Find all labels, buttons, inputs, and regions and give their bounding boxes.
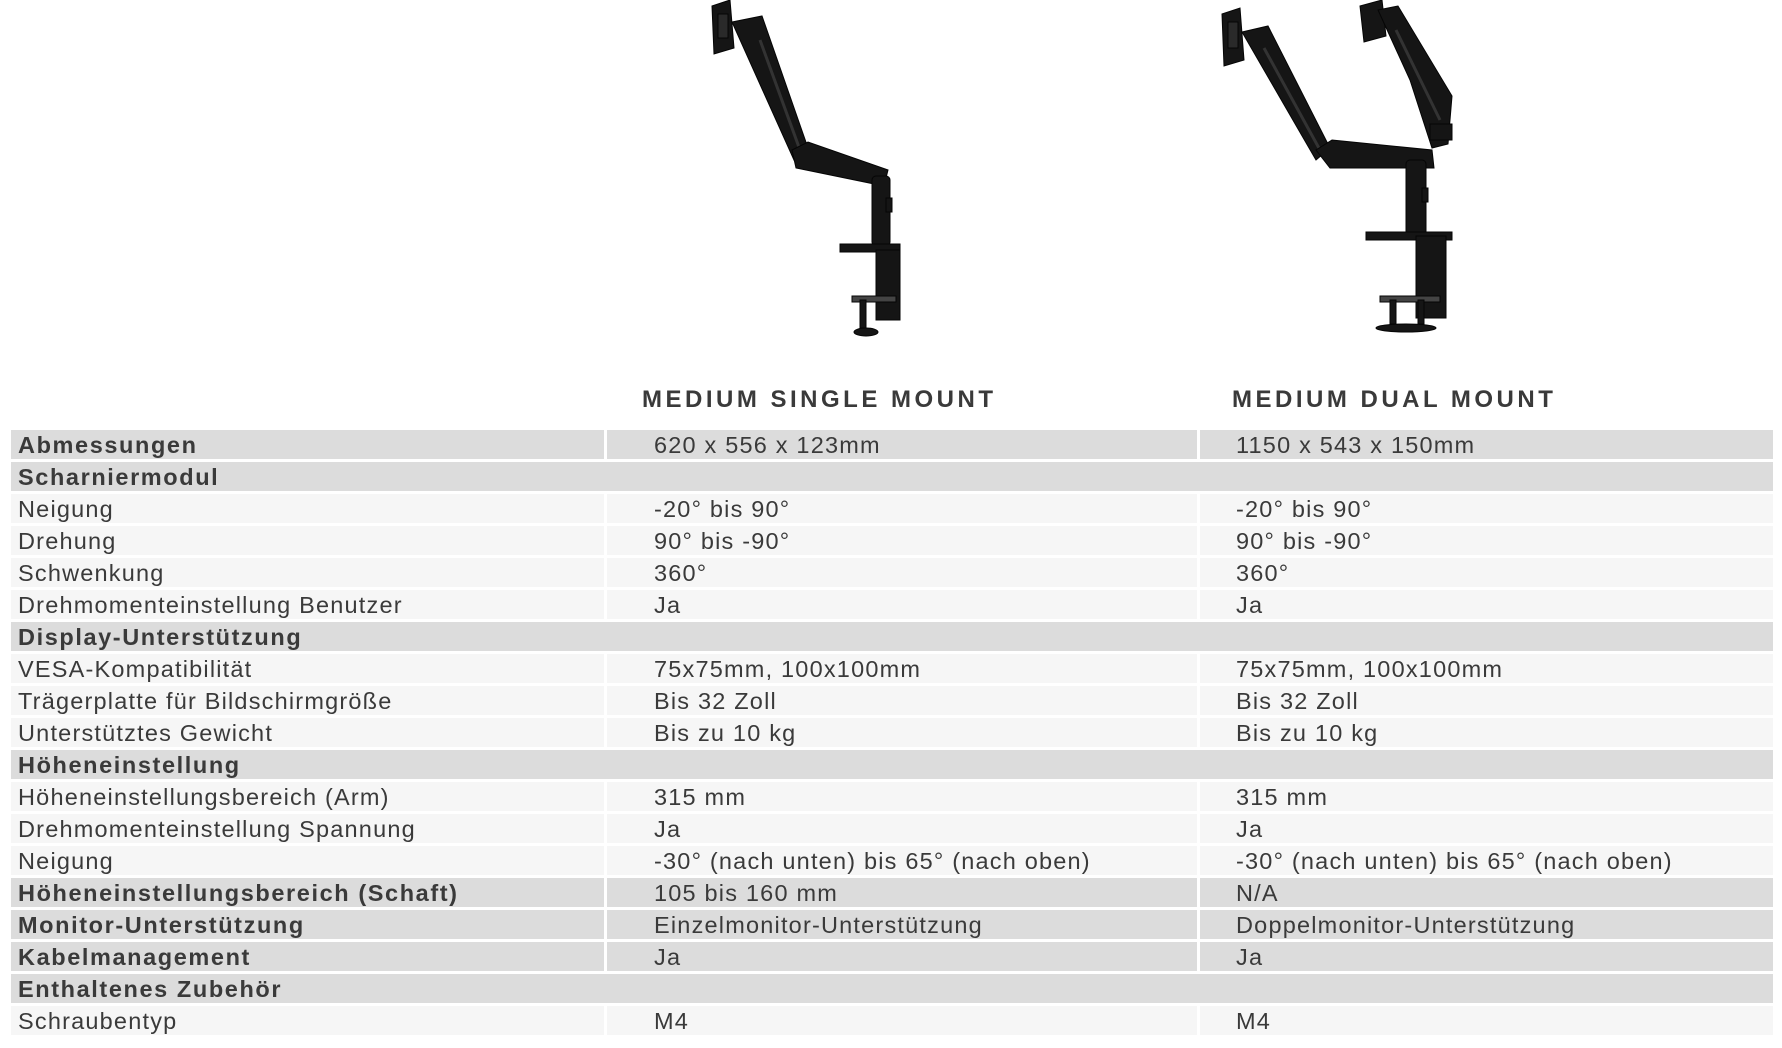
- single-value: 75x75mm, 100x100mm: [607, 654, 1197, 683]
- column-headers: [0, 386, 1782, 426]
- single-value: M4: [607, 1006, 1197, 1035]
- single-value: Bis zu 10 kg: [607, 718, 1197, 747]
- dual-value: 75x75mm, 100x100mm: [1200, 654, 1773, 683]
- row-label: Neigung: [11, 494, 604, 523]
- section-row: [11, 622, 1773, 654]
- single-value: 620 x 556 x 123mm: [607, 430, 1197, 459]
- table-row: [11, 430, 1773, 462]
- row-label: VESA-Kompatibilität: [11, 654, 604, 683]
- dual-value: Doppelmonitor-Unterstützung: [1200, 910, 1773, 939]
- dual-value: N/A: [1200, 878, 1773, 907]
- section-label: Display-Unterstützung: [11, 622, 1773, 651]
- dual-value: 1150 x 543 x 150mm: [1200, 430, 1773, 459]
- dual-value: Bis 32 Zoll: [1200, 686, 1773, 715]
- single-value: Ja: [607, 814, 1197, 843]
- row-label: Schraubentyp: [11, 1006, 604, 1035]
- table-row: [11, 686, 1773, 718]
- section-row: [11, 462, 1773, 494]
- single-value: -30° (nach unten) bis 65° (nach oben): [607, 846, 1197, 875]
- row-label: Monitor-Unterstützung: [11, 910, 604, 939]
- dual-value: 315 mm: [1200, 782, 1773, 811]
- row-label: Drehmomenteinstellung Spannung: [11, 814, 604, 843]
- table-row: [11, 846, 1773, 878]
- row-label: Höheneinstellungsbereich (Schaft): [11, 878, 604, 907]
- dual-value: 90° bis -90°: [1200, 526, 1773, 555]
- single-value: 90° bis -90°: [607, 526, 1197, 555]
- row-label: Drehung: [11, 526, 604, 555]
- section-row: [11, 974, 1773, 1006]
- section-label: Höheneinstellung: [11, 750, 1773, 779]
- section-label: Enthaltenes Zubehör: [11, 974, 1773, 1003]
- table-row: [11, 1006, 1773, 1038]
- row-label: Trägerplatte für Bildschirmgröße: [11, 686, 604, 715]
- section-row: [11, 750, 1773, 782]
- table-row: [11, 494, 1773, 526]
- single-value: Bis 32 Zoll: [607, 686, 1197, 715]
- table-row: [11, 878, 1773, 910]
- dual-value: -30° (nach unten) bis 65° (nach oben): [1200, 846, 1773, 875]
- table-row: [11, 942, 1773, 974]
- single-value: 360°: [607, 558, 1197, 587]
- spec-table: [11, 430, 1773, 1038]
- single-value: 105 bis 160 mm: [607, 878, 1197, 907]
- dual-value: 360°: [1200, 558, 1773, 587]
- single-value: Ja: [607, 590, 1197, 619]
- table-row: [11, 782, 1773, 814]
- single-mount-header: MEDIUM SINGLE MOUNT: [642, 386, 997, 413]
- product-images: [0, 0, 1782, 340]
- table-row: [11, 910, 1773, 942]
- row-label: Drehmomenteinstellung Benutzer: [11, 590, 604, 619]
- row-label: Abmessungen: [11, 430, 604, 459]
- row-label: Höheneinstellungsbereich (Arm): [11, 782, 604, 811]
- single-value: Ja: [607, 942, 1197, 971]
- single-mount-image: [700, 0, 920, 340]
- single-value: -20° bis 90°: [607, 494, 1197, 523]
- dual-value: -20° bis 90°: [1200, 494, 1773, 523]
- row-label: Kabelmanagement: [11, 942, 604, 971]
- table-row: [11, 718, 1773, 750]
- table-row: [11, 590, 1773, 622]
- dual-value: Bis zu 10 kg: [1200, 718, 1773, 747]
- dual-value: M4: [1200, 1006, 1773, 1035]
- single-value: Einzelmonitor-Unterstützung: [607, 910, 1197, 939]
- table-row: [11, 814, 1773, 846]
- dual-mount-image: [1220, 0, 1520, 340]
- table-row: [11, 558, 1773, 590]
- table-row: [11, 654, 1773, 686]
- dual-value: Ja: [1200, 590, 1773, 619]
- row-label: Schwenkung: [11, 558, 604, 587]
- row-label: Unterstütztes Gewicht: [11, 718, 604, 747]
- dual-value: Ja: [1200, 942, 1773, 971]
- dual-value: Ja: [1200, 814, 1773, 843]
- row-label: Neigung: [11, 846, 604, 875]
- single-value: 315 mm: [607, 782, 1197, 811]
- table-row: [11, 526, 1773, 558]
- dual-mount-header: MEDIUM DUAL MOUNT: [1232, 386, 1557, 413]
- section-label: Scharniermodul: [11, 462, 1773, 491]
